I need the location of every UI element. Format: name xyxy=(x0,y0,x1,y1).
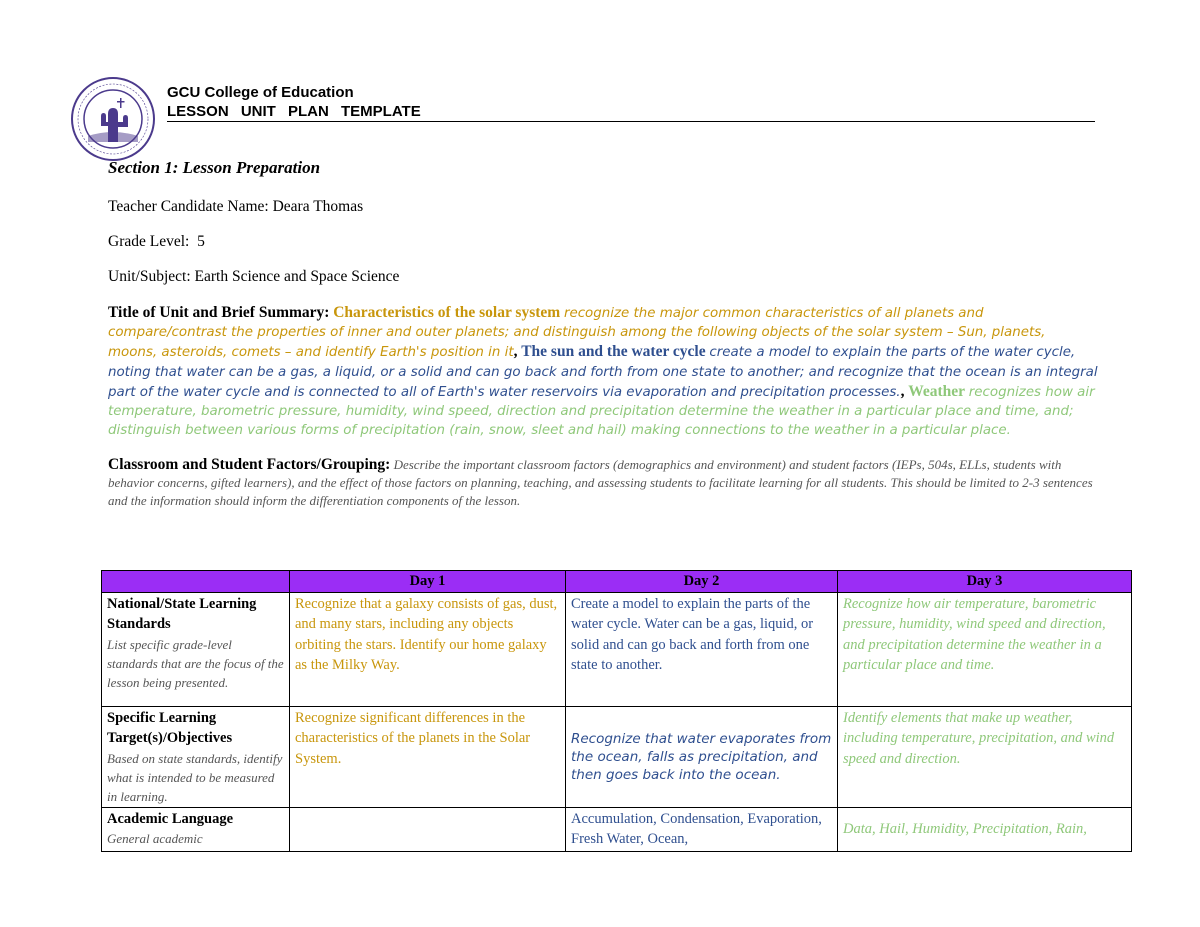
lesson-preparation xyxy=(108,158,1098,510)
table-row xyxy=(102,706,1132,807)
row-label-cell xyxy=(102,807,290,851)
summary-label: Title of Unit and Brief Summary: xyxy=(108,304,330,321)
row-label: Specific Learning Target(s)/Objectives xyxy=(107,709,233,746)
day2-cell: Create a model to explain the parts of the water cycle. Water can be a gas, liquid, or solid and can go back and forth from one state to another. xyxy=(566,592,838,706)
section-title: Section 1: Lesson Preparation xyxy=(108,158,321,177)
factors-label: Classroom and Student Factors/Grouping: xyxy=(108,456,391,474)
unit-value: Earth Science and Space Science xyxy=(194,268,400,285)
day2-cell xyxy=(566,706,838,807)
table-row xyxy=(102,807,1132,851)
header-cell-blank xyxy=(102,571,290,593)
table-header-row xyxy=(102,571,1132,593)
day3-cell: Data, Hail, Humidity, Precipitation, Rain, xyxy=(838,807,1132,851)
row-label-cell xyxy=(102,592,290,706)
teacher-value: Deara Thomas xyxy=(272,198,364,215)
row-label-cell xyxy=(102,706,290,807)
day2-cell: Accumulation, Condensation, Evaporation, Fresh Water, Ocean, xyxy=(566,807,838,851)
day1-cell xyxy=(290,807,566,851)
header-day2: Day 2 xyxy=(566,571,838,593)
day3-cell: Identify elements that make up weather, including temperature, precipitation, and wind speed and direction. xyxy=(838,706,1132,807)
row-sublabel: General academic xyxy=(107,831,203,846)
unit-field xyxy=(108,268,1098,286)
day3-cell: Recognize how air temperature, barometric pressure, humidity, wind speed and direction, and precipitation determine the weather in a particular place and time. xyxy=(838,592,1132,706)
topic2-text: create a model to explain the parts of the water cycle, noting that water can be a gas, a liquid, or a solid and can go back and forth from one state to another; and recognize that the ocean is an integral part of the water cycle and is connected to all of Earth's water reservoirs via evaporation and precipitation processes. xyxy=(108,345,1098,400)
unit-summary xyxy=(108,303,1098,440)
grade-field xyxy=(108,233,1098,251)
university-seal xyxy=(70,76,156,162)
topic3-text: recognizes how air temperature, barometric pressure, humidity, wind speed, direction and precipitation determine the weather in a particular place and time, and; distinguish between various forms of precipitation (rain, snow, sleet and hail) making connections to the weather in a particular place. xyxy=(108,384,1095,439)
unit-label: Unit/Subject: xyxy=(108,268,191,285)
summary-sep2: , xyxy=(900,382,905,400)
lesson-plan-table xyxy=(101,570,1132,852)
table-row xyxy=(102,592,1132,706)
teacher-field xyxy=(108,198,1098,216)
topic1-text: recognize the major common characteristics of all planets and compare/contrast the properties of inner and outer planets; and distinguish among the following objects of the solar system – Sun, planets, moons, asteroids, comets – and identify Earth's position in it xyxy=(108,306,1046,361)
document-header xyxy=(167,84,1095,122)
row-sublabel: Based on state standards, identify what is intended to be measured in learning. xyxy=(107,750,283,804)
day1-cell: Recognize that a galaxy consists of gas, dust, and many stars, including any objects orbiting the stars. Identify our home galaxy as the Milky Way. xyxy=(290,592,566,706)
header-day1: Day 1 xyxy=(290,571,566,593)
row-label: Academic Language xyxy=(107,810,234,827)
header-day3: Day 3 xyxy=(838,571,1132,593)
template-title: LESSON UNIT PLAN TEMPLATE xyxy=(167,103,1095,122)
row-label: National/State Learning Standards xyxy=(107,595,257,632)
college-name: GCU College of Education xyxy=(167,84,354,101)
grade-label: Grade Level: xyxy=(108,233,190,250)
topic3-title: Weather xyxy=(908,382,966,400)
topic2-title: The sun and the water cycle xyxy=(521,343,706,361)
summary-sep1: , xyxy=(513,343,518,361)
teacher-label: Teacher Candidate Name: xyxy=(108,198,269,215)
row-sublabel: List specific grade-level standards that are the focus of the lesson being presented. xyxy=(107,636,284,690)
grade-value: 5 xyxy=(197,233,205,250)
factors-desc: Describe the important classroom factors (demographics and environment) and student factors (IEPs, 504s, ELLs, students with behavior concerns, gifted learners), and the effect of those factors on planning, teaching, and assessing students to facilitate learning for all students. This should be limited to 2-3 sentences and the information should inform the differentiation components of the lesson. xyxy=(108,457,1093,509)
classroom-factors xyxy=(108,456,1098,510)
day2-cell-text: Recognize that water evaporates from the ocean, falls as precipitation, and then goes back into the ocean. xyxy=(571,730,832,783)
topic1-title: Characteristics of the solar system xyxy=(333,304,561,321)
day1-cell: Recognize significant differences in the characteristics of the planets in the Solar System. xyxy=(290,706,566,807)
